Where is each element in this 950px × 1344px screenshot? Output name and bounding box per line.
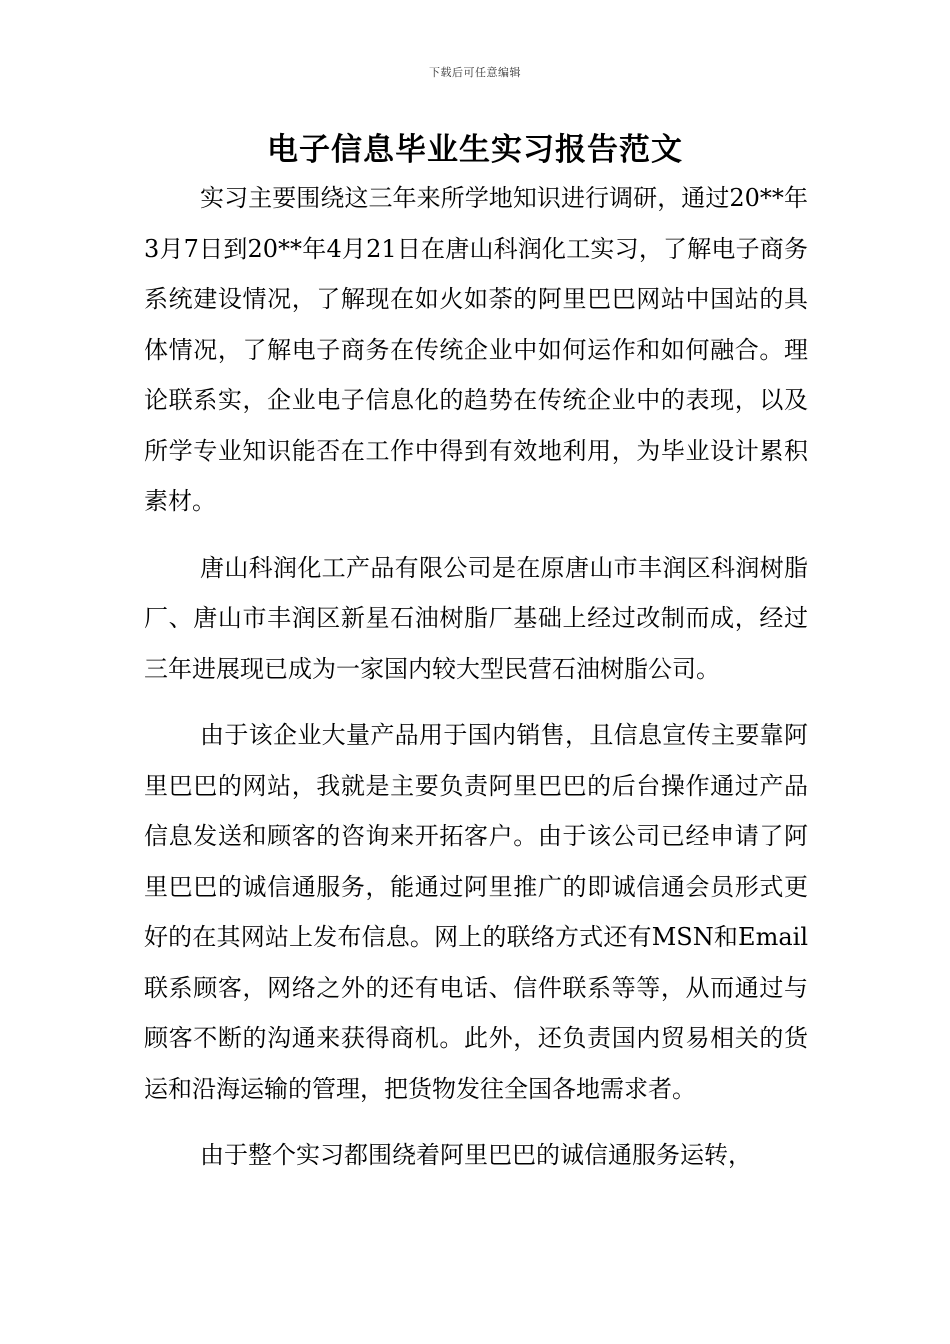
paragraph-1: 实习主要围绕这三年来所学地知识进行调研，通过20**年3月7日到20**年4月21日在唐山科润化工实习，了解电子商务系统建设情况，了解现在如火如荼的阿里巴巴网站中国站的具体情况，了解电子商务在传统企业中如何运作和如何融合。理论联系实，企业电子信息化的趋势在传统企业中的表现，以及所学专业知识能否在工作中得到有效地利用，为毕业设计累积素材。 <box>144 184 808 515</box>
paragraph-2: 唐山科润化工产品有限公司是在原唐山市丰润区科润树脂厂、唐山市丰润区新星石油树脂厂基础上经过改制而成，经过三年进展现已成为一家国内较大型民营石油树脂公司。 <box>144 553 808 683</box>
document-title: 电子信息毕业生实习报告范文 <box>267 132 683 168</box>
header-note: 下载后可任意编辑 <box>429 66 521 79</box>
paragraph-4: 由于整个实习都围绕着阿里巴巴的诚信通服务运转， <box>200 1141 752 1169</box>
document-body <box>144 173 808 1181</box>
paragraph-3: 由于该企业大量产品用于国内销售，且信息宣传主要靠阿里巴巴的网站，我就是主要负责阿里巴巴的后台操作通过产品信息发送和顾客的咨询来开拓客户。由于该公司已经申请了阿里巴巴的诚信通服务，能通过阿里推广的即诚信通会员形式更好的在其网站上发布信息。网上的联络方式还有MSN和Email联系顾客，网络之外的还有电话、信件联系等等，从而通过与顾客不断的沟通来获得商机。此外，还负责国内贸易相关的货运和沿海运输的管理，把货物发往全国各地需求者。 <box>144 721 808 1103</box>
